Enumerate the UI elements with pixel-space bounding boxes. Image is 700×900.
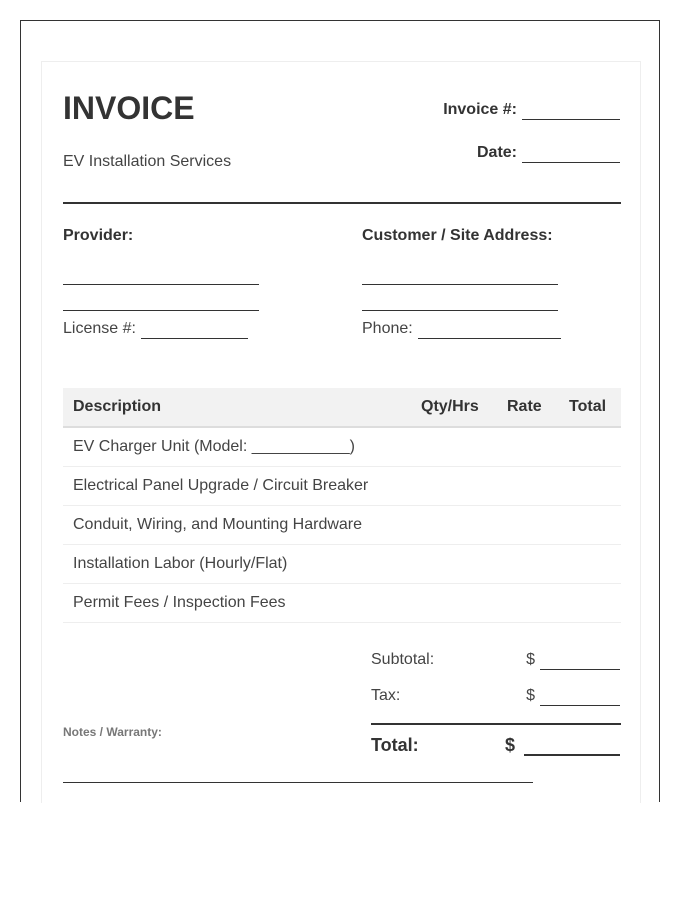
provider-heading: Provider: [63, 227, 134, 244]
currency-symbol: $ [504, 735, 515, 755]
row-total [559, 545, 621, 584]
totals-divider [371, 723, 621, 725]
header-divider [63, 202, 621, 204]
invoice-title: INVOICE [63, 90, 195, 126]
tax-amount [526, 686, 620, 706]
header-description: Description [63, 388, 411, 427]
table-row [63, 584, 621, 623]
table-row [63, 506, 621, 545]
invoice-sheet [41, 61, 641, 803]
page-frame [20, 20, 660, 802]
row-description: Installation Labor (Hourly/Flat) [63, 545, 411, 584]
row-description: Conduit, Wiring, and Mounting Hardware [63, 506, 411, 545]
header-rate: Rate [497, 388, 559, 427]
row-description: EV Charger Unit (Model: ___________) [63, 427, 411, 467]
invoice-number-field [443, 100, 620, 120]
date-field [477, 143, 620, 163]
table-row [63, 467, 621, 506]
invoice-number-label: Invoice #: [443, 101, 517, 118]
line-items-table [63, 388, 621, 623]
total-label: Total: [371, 735, 419, 755]
provider-line-2 [63, 310, 259, 311]
phone-label: Phone: [362, 320, 413, 337]
row-rate [497, 506, 559, 545]
invoice-number-blank [522, 105, 620, 120]
row-total [559, 584, 621, 623]
row-qty [411, 467, 497, 506]
subtotal-amount [526, 650, 620, 670]
header-total: Total [559, 388, 621, 427]
row-qty [411, 506, 497, 545]
phone-blank [418, 324, 561, 339]
currency-symbol: $ [526, 651, 535, 668]
row-qty [411, 545, 497, 584]
row-qty [411, 584, 497, 623]
license-blank [141, 324, 248, 339]
row-rate [497, 545, 559, 584]
row-total [559, 467, 621, 506]
row-total [559, 427, 621, 467]
customer-line-2 [362, 310, 558, 311]
subtotal-blank [540, 655, 620, 670]
notes-label: Notes / Warranty: [63, 725, 162, 739]
table-row [63, 427, 621, 467]
tax-blank [540, 691, 620, 706]
table-header-row [63, 388, 621, 427]
date-label: Date: [476, 144, 517, 161]
total-amount [505, 734, 620, 756]
tax-label: Tax: [371, 687, 401, 704]
table-row [63, 545, 621, 584]
subtotal-label: Subtotal: [371, 651, 435, 668]
date-blank [522, 148, 620, 163]
row-description: Permit Fees / Inspection Fees [63, 584, 411, 623]
total-blank [524, 738, 620, 756]
currency-symbol: $ [526, 687, 535, 704]
provider-line-1 [63, 284, 259, 285]
notes-line [63, 782, 533, 783]
license-label: License #: [63, 320, 136, 337]
customer-heading: Customer / Site Address: [362, 227, 553, 244]
company-subtitle: EV Installation Services [63, 153, 232, 170]
customer-line-1 [362, 284, 558, 285]
header-qty-hrs: Qty/Hrs [411, 388, 497, 427]
row-total [559, 506, 621, 545]
row-rate [497, 584, 559, 623]
row-qty [411, 427, 497, 467]
row-description: Electrical Panel Upgrade / Circuit Breaker [63, 467, 411, 506]
row-rate [497, 467, 559, 506]
row-rate [497, 427, 559, 467]
license-field [63, 319, 248, 339]
phone-field [362, 319, 561, 339]
